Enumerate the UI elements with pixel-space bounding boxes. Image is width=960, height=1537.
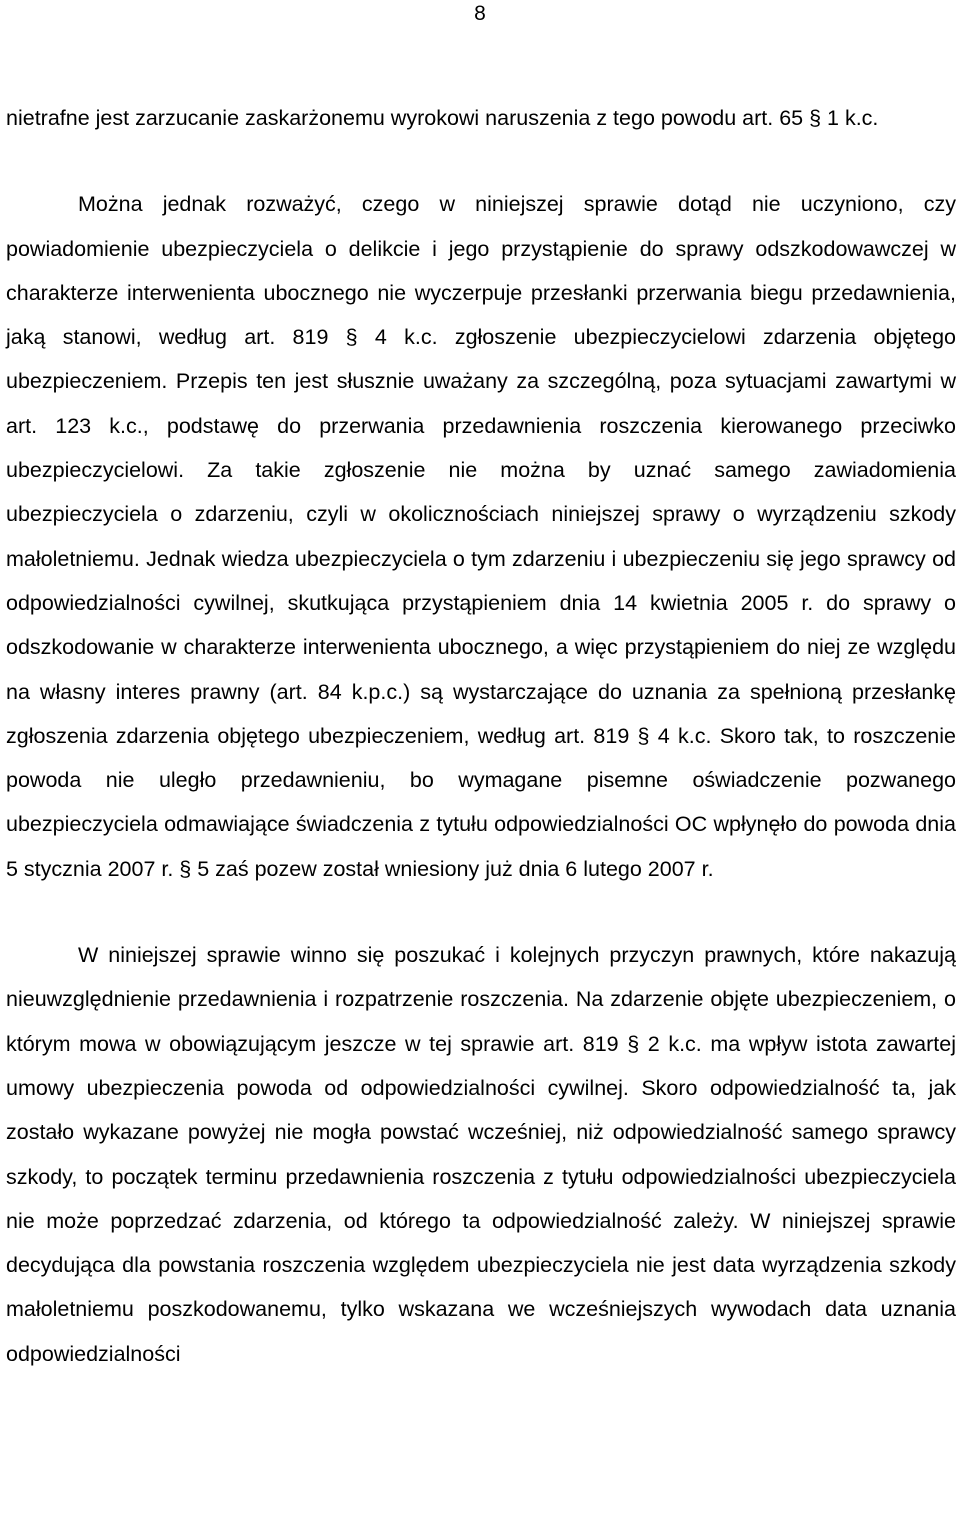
paragraph-1: nietrafne jest zarzucanie zaskarżonemu wyrokowi naruszenia z tego powodu art. 65 § 1 k.c. bbox=[6, 106, 879, 130]
paragraph-3: W niniejszej sprawie winno się poszukać i kolejnych przyczyn prawnych, które nakazują nieuwzględnienie przedawnienia i rozpatrzenie roszczenia. Na zdarzenie objęte ubezpieczeniem, o którym mowa w obowiązującym jeszcze w tej sprawie art. 819 § 2 k.c. ma wpływ istota zawartej umowy ubezpieczenia powoda od odpowiedzialności cywilnej. Skoro odpowiedzialność ta, jak zostało wykazane powyżej nie mogła powstać wcześniej, niż odpowiedzialność samego sprawcy szkody, to początek terminu przedawnienia roszczenia z tytułu odpowiedzialności ubezpieczyciela nie może poprzedzać zdarzenia, od którego ta odpowiedzialność zależy. W niniejszej sprawie decydująca dla powstania roszczenia względem ubezpieczyciela nie jest data wyrządzenia szkody małoletniemu poszkodowanemu, tylko wskazana we wcześniejszych wywodach data uznania odpowiedzialności bbox=[6, 943, 956, 1366]
page-number: 8 bbox=[474, 2, 486, 25]
paragraph-2: Można jednak rozważyć, czego w niniejszej sprawie dotąd nie uczyniono, czy powiadomienie ubezpieczyciela o delikcie i jego przystąpienie do sprawy odszkodowawczej w charakterze interwenienta ubocznego nie wyczerpuje przesłanki przerwania biegu przedawnienia, jaką stanowi, według art. 819 § 4 k.c. zgłoszenie ubezpieczycielowi zdarzenia objętego ubezpieczeniem. Przepis ten jest słusznie uważany za szczególną, poza sytuacjami zawartymi w art. 123 k.c., podstawę do przerwania przedawnienia roszczenia kierowanego przeciwko ubezpieczycielowi. Za takie zgłoszenie nie można by uznać samego zawiadomienia ubezpieczyciela o zdarzeniu, czyli w okolicznościach niniejszej sprawy o wyrządzeniu szkody małoletniemu. Jednak wiedza ubezpieczyciela o tym zdarzeniu i ubezpieczeniu się jego sprawcy od odpowiedzialności cywilnej, skutkująca przystąpieniem dnia 14 kwietnia 2005 r. do sprawy o odszkodowanie w charakterze interwenienta ubocznego, a więc przystąpieniem do niej ze względu na własny interes prawny (art. 84 k.p.c.) są wystarczające do uznania za spełnioną przesłankę zgłoszenia zdarzenia objętego ubezpieczeniem, według art. 819 § 4 k.c. Skoro tak, to roszczenie powoda nie uległo przedawnieniu, bo wymagane pisemne oświadczenie pozwanego ubezpieczyciela odmawiające świadczenia z tytułu odpowiedzialności OC wpłynęło do powoda dnia 5 stycznia 2007 r. § 5 zaś pozew został wniesiony już dnia 6 lutego 2007 r. bbox=[6, 192, 956, 881]
document-body bbox=[6, 96, 956, 1376]
